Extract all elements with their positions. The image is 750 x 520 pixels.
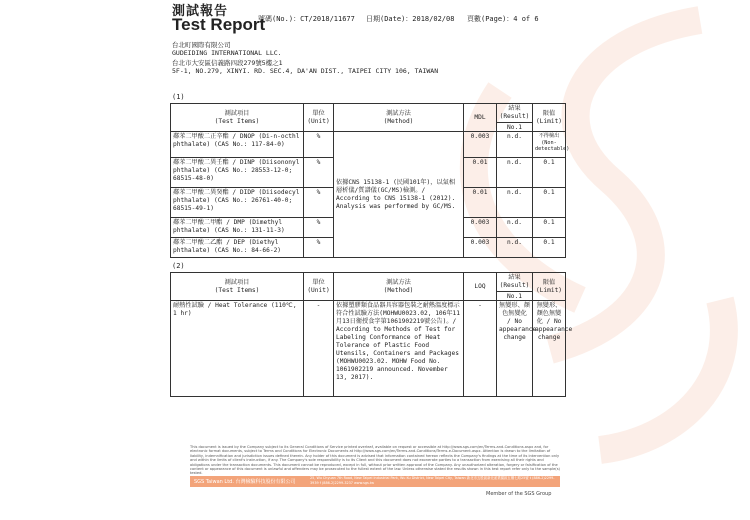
- cell-unit: %: [304, 158, 334, 188]
- th-limit: 限值 (Limit): [533, 273, 566, 301]
- results-table-2: [170, 272, 573, 397]
- report-title-en: Test Report: [172, 15, 266, 34]
- client-name-en: GUDEIDING INTERNATIONAL LLC.: [172, 49, 282, 57]
- th-method: 測試方法 (Method): [334, 104, 464, 132]
- th-test-items: 測試項目 (Test Items): [171, 273, 304, 301]
- client-address-en: 5F-1, NO.279, XINYI. RD. SEC.4, DA'AN DIST., TAIPEI CITY 106, TAIWAN: [172, 67, 439, 75]
- client-address-zh: 台北市大安區信義路四段279號5樓之1: [172, 59, 283, 67]
- cell-method: 依據CNS 15138-1 (民國101年)，以氣相層析儀/質譜儀(GC/MS)檢測。/ According to CNS 15138-1 (2012). Analysis was performed by GC/MS.: [334, 132, 464, 258]
- cell-method: 依據塑膠類食品器具容器包裝之耐熱溫度標示符合性試驗方法(MOHWU0023.02, 106年11月13日衛授食字第1061902219號公告)。/ According to Methods of Test for Labeling Conformance of Heat Tolerance of Plastic Food Utensils, Containers and Packages (MOHWU0023.02. MOHW Food No. 1061902219 announced. November 13, 2017).: [334, 301, 464, 397]
- results-table-1: [170, 103, 570, 258]
- cell-unit: %: [304, 218, 334, 238]
- cell-limit: 無變形、顏色無變化 / No appearance change: [533, 301, 566, 397]
- footer-disclaimer: This document is issued by the Company subject to its General Conditions of Service printed overleaf, available on request or accessible at http://www.sgs.com/en/Terms-and-Conditions.aspx and, for electronic format documents, subject to Terms and Conditions for Electronic Documents at http://www.sgs.com/en/Terms-and-Conditions/Terms-e-Document.aspx. Attention is drawn to the limitation of liability, indemnification and jurisdiction issues defined therein. Any holder of this document is advised that information contained hereon reflects the Company's findings at the time of its intervention only and within the limits of client's instruction, if any. The Company's sole responsibility is to its Client and this document does not exonerate parties to a transaction from exercising all their rights and obligations under the transaction documents. This document cannot be reproduced, except in full, without prior written approval of the Company. Any unauthorized alteration, forgery or falsification of the content or appearance of this document is unlawful and offenders may be prosecuted to the fullest extent of the law. Unless otherwise stated the results shown in this test report refer only to the sample(s) tested.: [190, 445, 560, 476]
- cell-loq: -: [464, 301, 497, 397]
- cell-item: 鄰苯二甲酸二正辛酯 / DNOP (Di-n-octhl phthalate) (CAS No.: 117-84-0): [171, 132, 304, 158]
- cell-limit: 不得檢出 (Non-detectable): [533, 132, 566, 158]
- th-result-label: 結果 (Result): [499, 105, 530, 120]
- section-label-2: (2): [172, 262, 185, 270]
- cell-item: 鄰苯二甲酸二甲酯 / DMP (Dimethyl phthalate) (CAS No.: 131-11-3): [171, 218, 304, 238]
- th-unit: 單位 (Unit): [304, 273, 334, 301]
- cell-mdl: 0.003: [464, 132, 497, 158]
- cell-item: 鄰苯二甲酸二異壬酯 / DINP (Diisononyl phthalate) (CAS No.: 28553-12-0; 68515-48-0): [171, 158, 304, 188]
- cell-unit: -: [304, 301, 334, 397]
- client-name-zh: 台北町國際有限公司: [172, 41, 231, 49]
- cell-mdl: 0.01: [464, 158, 497, 188]
- report-page: 頁數(Page)：4 of 6: [467, 15, 539, 23]
- th-result-label: 結果 (Result): [499, 274, 530, 289]
- footer-address: 25, Wu Chyuan 7th Road, New Taipei Industrial Park, Wu Ku District, New Taipei City, Taiwan 新北市五股區新北產業園區五權七路25號 t (886-2)2299-3939 f (886-2)2299-3237 www.sgs.tw: [310, 476, 555, 485]
- report-date: 日期(Date)：2018/02/08: [366, 15, 455, 23]
- cell-unit: %: [304, 132, 334, 158]
- th-result-no: No.1: [497, 291, 532, 301]
- cell-limit: 0.1: [533, 158, 566, 188]
- th-mdl: MDL: [464, 104, 497, 132]
- cell-result: n.d.: [497, 218, 533, 238]
- footer-bar: [190, 476, 560, 487]
- section-label-1: (1): [172, 93, 185, 101]
- th-result-no: No.1: [497, 122, 532, 132]
- report-number: 號碼(No.)：CT/2018/11677: [258, 15, 355, 23]
- cell-item: 鄰苯二甲酸二異癸酯 / DIDP (Diisodecyl phthalate) (CAS No.: 26761-40-0; 68515-49-1): [171, 188, 304, 218]
- table-row: [171, 132, 566, 158]
- cell-unit: %: [304, 238, 334, 258]
- th-loq: LOQ: [464, 273, 497, 301]
- cell-limit: 0.1: [533, 218, 566, 238]
- cell-result: n.d.: [497, 132, 533, 158]
- footer-member: Member of the SGS Group: [486, 491, 552, 497]
- table-row: [171, 301, 566, 397]
- th-result: [497, 104, 533, 132]
- th-test-items: 測試項目 (Test Items): [171, 104, 304, 132]
- cell-result: 無變形、顏色無變化 / No appearance change: [497, 301, 533, 397]
- th-result: [497, 273, 533, 301]
- cell-limit: 0.1: [533, 238, 566, 258]
- cell-mdl: 0.01: [464, 188, 497, 218]
- cell-result: n.d.: [497, 158, 533, 188]
- th-unit: 單位 (Unit): [304, 104, 334, 132]
- cell-mdl: 0.003: [464, 218, 497, 238]
- th-limit: 限值 (Limit): [533, 104, 566, 132]
- cell-item: 耐熱性試驗 / Heat Tolerance (110℃, 1 hr): [171, 301, 304, 397]
- cell-unit: %: [304, 188, 334, 218]
- cell-mdl: 0.003: [464, 238, 497, 258]
- cell-result: n.d.: [497, 188, 533, 218]
- footer-company: SGS Taiwan Ltd. 台灣檢驗科技股份有限公司: [194, 479, 296, 485]
- th-method: 測試方法 (Method): [334, 273, 464, 301]
- cell-item: 鄰苯二甲酸二乙酯 / DEP (Diethyl phthalate) (CAS No.: 84-66-2): [171, 238, 304, 258]
- cell-result: n.d.: [497, 238, 533, 258]
- cell-limit: 0.1: [533, 188, 566, 218]
- report-title-zh: 測試報告: [172, 4, 229, 19]
